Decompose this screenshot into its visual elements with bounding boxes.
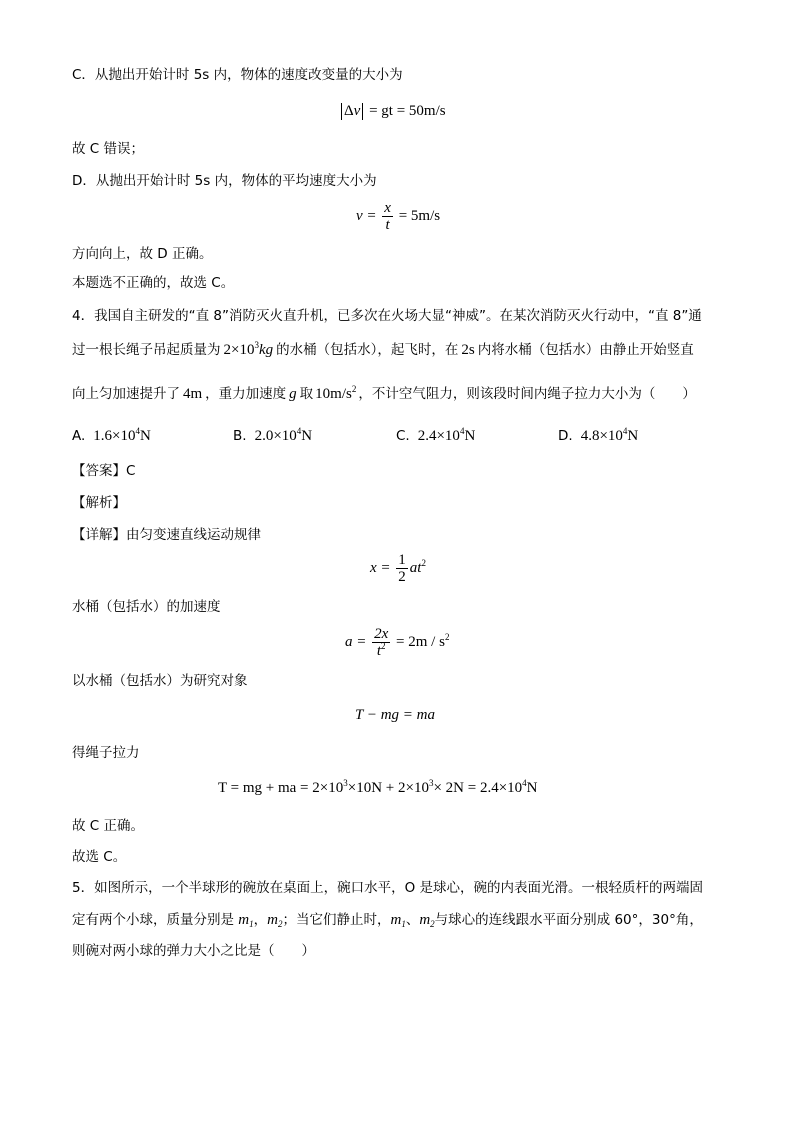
option-b-mantissa: 2.0×10: [254, 428, 297, 444]
q4-g-exp: 2: [351, 384, 357, 394]
eqT-p3: × 2N = 2.4×10: [433, 780, 523, 796]
q4-line3a: 向上匀加速提升了: [72, 386, 180, 402]
option-c-explanation: C．从抛出开始计时 5s 内，物体的速度改变量的大小为: [72, 67, 403, 83]
eqx-exp: 2: [421, 557, 426, 568]
answer-value: C: [126, 463, 136, 479]
eqT-e3: 4: [522, 778, 527, 788]
eqa-num: 2x: [374, 626, 389, 642]
eq2-num: x: [384, 200, 391, 216]
tension-text: 得绳子拉力: [72, 745, 140, 761]
equation-delta-v-rhs: = gt = 50m/s: [369, 103, 446, 119]
equation-tension: [218, 779, 538, 797]
eqx-den: 2: [398, 569, 406, 585]
option-b-unit: N: [301, 428, 313, 444]
eqT-e1: 3: [343, 778, 348, 788]
option-c[interactable]: [396, 427, 475, 445]
option-d-mantissa: 4.8×10: [580, 428, 623, 444]
eq-newton-text: T − mg = ma: [355, 707, 435, 723]
eq2-rhs: = 5m/s: [398, 207, 441, 224]
q5-m1: m: [238, 912, 250, 928]
q4-g-value: 10m/s: [315, 386, 352, 402]
option-b-letter: B.: [233, 428, 247, 444]
q4-stem-line2: [72, 341, 694, 359]
detail-line: [72, 526, 261, 544]
q4-time: 2s: [461, 342, 475, 358]
eqT-p4: N: [526, 780, 538, 796]
option-a-mantissa: 1.6×10: [93, 428, 136, 444]
q4-stem-line1: 4．我国自主研发的“直 8”消防灭火直升机，已多次在火场大显“神威”。在某次消防灭火行动中，“直 8”通: [72, 308, 702, 324]
eqT-p2: ×10N + 2×10: [347, 780, 429, 796]
eqT-p1: T = mg + ma = 2×10: [218, 780, 344, 796]
option-d-conclusion: 方向向上，故 D 正确。: [72, 246, 213, 262]
option-d-letter: D.: [558, 428, 573, 444]
option-d[interactable]: [558, 427, 638, 445]
q5-stem-line2: 定有两个小球，质量分别是 $m_1$，$m_2$；当它们静止时，$m_1$、$m_2$与球心的连线跟水平面分别成 60°，30°角，: [72, 912, 703, 929]
eq2-lhs: v =: [356, 207, 377, 224]
answer-label: 【答案】: [72, 463, 126, 479]
option-a-unit: N: [140, 428, 151, 444]
option-b-exp: 4: [296, 426, 302, 436]
q5-line2a: 定有两个小球，质量分别是: [72, 912, 239, 928]
eqa-lhs: a =: [345, 633, 367, 650]
q4-g-symbol: g: [289, 386, 297, 402]
q4-line2b: 的水桶（包括水），起飞时，在: [276, 342, 459, 358]
option-a-exp: 4: [135, 426, 141, 436]
eqa-den: t: [376, 643, 382, 659]
q4-stem-line3: [72, 385, 696, 403]
option-a[interactable]: [72, 427, 151, 445]
q4-line3d: ，不计空气阻力，则该段时间内绳子拉力大小为（ ）: [358, 386, 696, 402]
q5-m1-sub: 1: [249, 919, 254, 929]
option-a-letter: A.: [72, 428, 86, 444]
q4-line3b: ，重力加速度: [205, 386, 287, 402]
eqa-rhs: = 2m / s: [396, 633, 445, 650]
option-c-mantissa: 2.4×10: [417, 428, 460, 444]
option-b[interactable]: [233, 427, 312, 445]
option-c-exp: 4: [459, 426, 465, 436]
eqx-num: 1: [398, 552, 406, 568]
q5-m2: m: [267, 912, 278, 928]
eq2-den: t: [385, 217, 390, 233]
conclusion-2: 故选 C。: [72, 849, 127, 865]
q5-comma: ，: [253, 912, 268, 928]
object-text: 以水桶（包括水）为研究对象: [72, 673, 248, 689]
q4-mass: 2×10: [223, 342, 255, 358]
detail-label: 【详解】: [72, 527, 126, 543]
option-d-exp: 4: [622, 426, 628, 436]
q3-final-answer: 本题选不正确的，故选 C。: [72, 275, 235, 291]
eqT-e2: 3: [428, 778, 434, 788]
q5-line2b: ；当它们静止时，: [282, 912, 391, 928]
option-d-unit: N: [627, 428, 639, 444]
q4-mass-unit: kg: [258, 342, 274, 358]
q5-m2-sub: 2: [277, 919, 283, 929]
answer-line: [72, 462, 135, 480]
q5-stem-line3: 则碗对两小球的弹力大小之比是（ ）: [72, 943, 315, 959]
equation-average-velocity: [356, 200, 440, 233]
q4-line2a: 过一根长绳子吊起质量为: [72, 342, 221, 358]
equation-displacement: [370, 552, 426, 585]
q4-height: 4m: [183, 386, 203, 402]
q5-stem-line1: 5．如图所示，一个半球形的碗放在桌面上，碗口水平，O 是球心，碗的内表面光滑。一根轻质杆的两端固: [72, 880, 704, 896]
q4-mass-exp: 3: [254, 340, 259, 350]
conclusion-1: 故 C 正确。: [72, 818, 145, 834]
option-c-conclusion: 故 C 错误；: [72, 141, 145, 157]
option-d-explanation: D．从抛出开始计时 5s 内，物体的平均速度大小为: [72, 173, 377, 189]
q4-line2c: 内将水桶（包括水）由静止开始竖直: [477, 342, 694, 358]
analysis-label: 【解析】: [72, 495, 126, 511]
equation-delta-v: Δv = gt = 50m/s: [339, 102, 446, 120]
option-c-letter: C.: [396, 428, 410, 444]
equation-newton: [355, 706, 435, 724]
acceleration-text: 水桶（包括水）的加速度: [72, 599, 221, 615]
eqx-rhs: at: [409, 559, 422, 576]
eqx-lhs: x =: [370, 559, 391, 576]
equation-acceleration: [345, 626, 449, 659]
detail-text: 由匀变速直线运动规律: [126, 527, 261, 543]
eqa-den-exp: 2: [381, 641, 386, 651]
eqa-rhs-exp: 2: [444, 631, 450, 642]
q5-line2c: 与球心的连线跟水平面分别成 60°，30°角，: [434, 912, 703, 928]
option-c-unit: N: [464, 428, 476, 444]
q4-line3c: 取: [299, 386, 314, 402]
